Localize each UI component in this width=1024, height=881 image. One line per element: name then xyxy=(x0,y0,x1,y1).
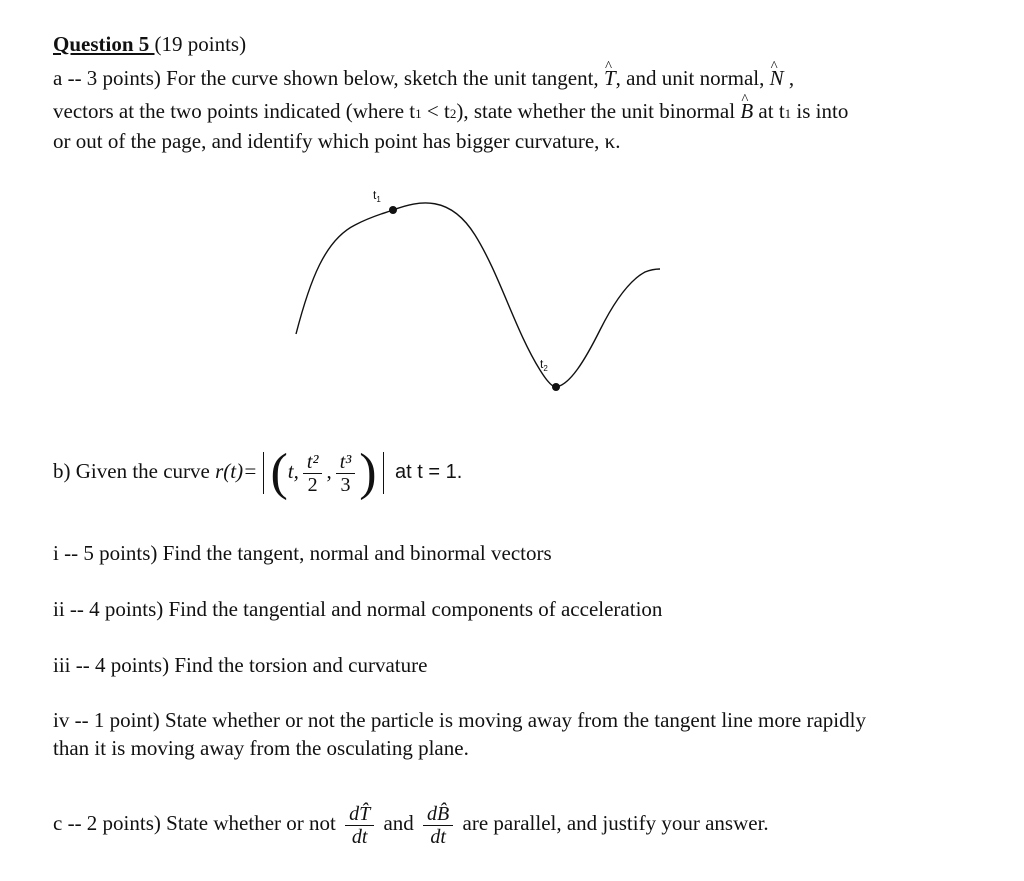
part-a-line-1: a -- 3 points) For the curve shown below, sketch the unit tangent, ^ T, and unit normal, ^ N , xyxy=(53,65,794,91)
question-number: Question 5 xyxy=(53,32,155,56)
question-points: (19 points) xyxy=(154,32,247,56)
fraction-t2-over-2: $\frac{\text{t²}}{2}$ xyxy=(303,451,323,496)
fraction-dB-dt: $\frac{dB̂}{dt}$ xyxy=(423,803,453,848)
fraction-dT-dt: $\frac{dT̂}{dt}$ xyxy=(345,803,374,848)
unit-binormal-symbol: ^ B xyxy=(740,98,753,124)
part-b-line: b) Given the curve r(t)= (t, $\frac{\text{t²}}{2}$ , $\frac{\text{t³}}{3}$ ) at t = 1. xyxy=(53,444,463,502)
point-t1 xyxy=(389,206,397,214)
at-t-equals-1: at t = 1. xyxy=(395,461,463,483)
fraction-t3-over-3: $\frac{\text{t³}}{3}$ xyxy=(336,451,356,496)
sub-part-ii: ii -- 4 points) Find the tangential and normal components of acceleration xyxy=(53,597,663,621)
sub-part-iv-line-2: than it is moving away from the osculating plane. xyxy=(53,736,469,760)
curve-r: r(t)= xyxy=(215,459,258,483)
unit-normal-symbol: ^ N xyxy=(770,65,784,91)
part-c-line: c -- 2 points) State whether or not $\frac{dT̂}{dt}$ and $\frac{dB̂}{dt}$ are parallel, and justify your answer. xyxy=(53,802,769,848)
sub-part-iv-line-1: iv -- 1 point) State whether or not the particle is moving away from the tangent line more rapidly xyxy=(53,708,866,732)
sub-part-i: i -- 5 points) Find the tangent, normal and binormal vectors xyxy=(53,541,552,565)
point-t2 xyxy=(552,383,560,391)
sub-part-iii: iii -- 4 points) Find the torsion and curvature xyxy=(53,653,428,677)
part-a-line-3: or out of the page, and identify which point has bigger curvature, κ. xyxy=(53,129,621,153)
t1-label: $t_1$ xyxy=(373,188,381,204)
part-a-line-2: vectors at the two points indicated (where t1 < t2), state whether the unit binormal ^ B at t1 is into xyxy=(53,98,848,127)
t2-label: $t_2$ xyxy=(540,357,548,373)
unit-tangent-symbol: ^ T xyxy=(604,65,616,91)
curve-path xyxy=(296,203,660,387)
